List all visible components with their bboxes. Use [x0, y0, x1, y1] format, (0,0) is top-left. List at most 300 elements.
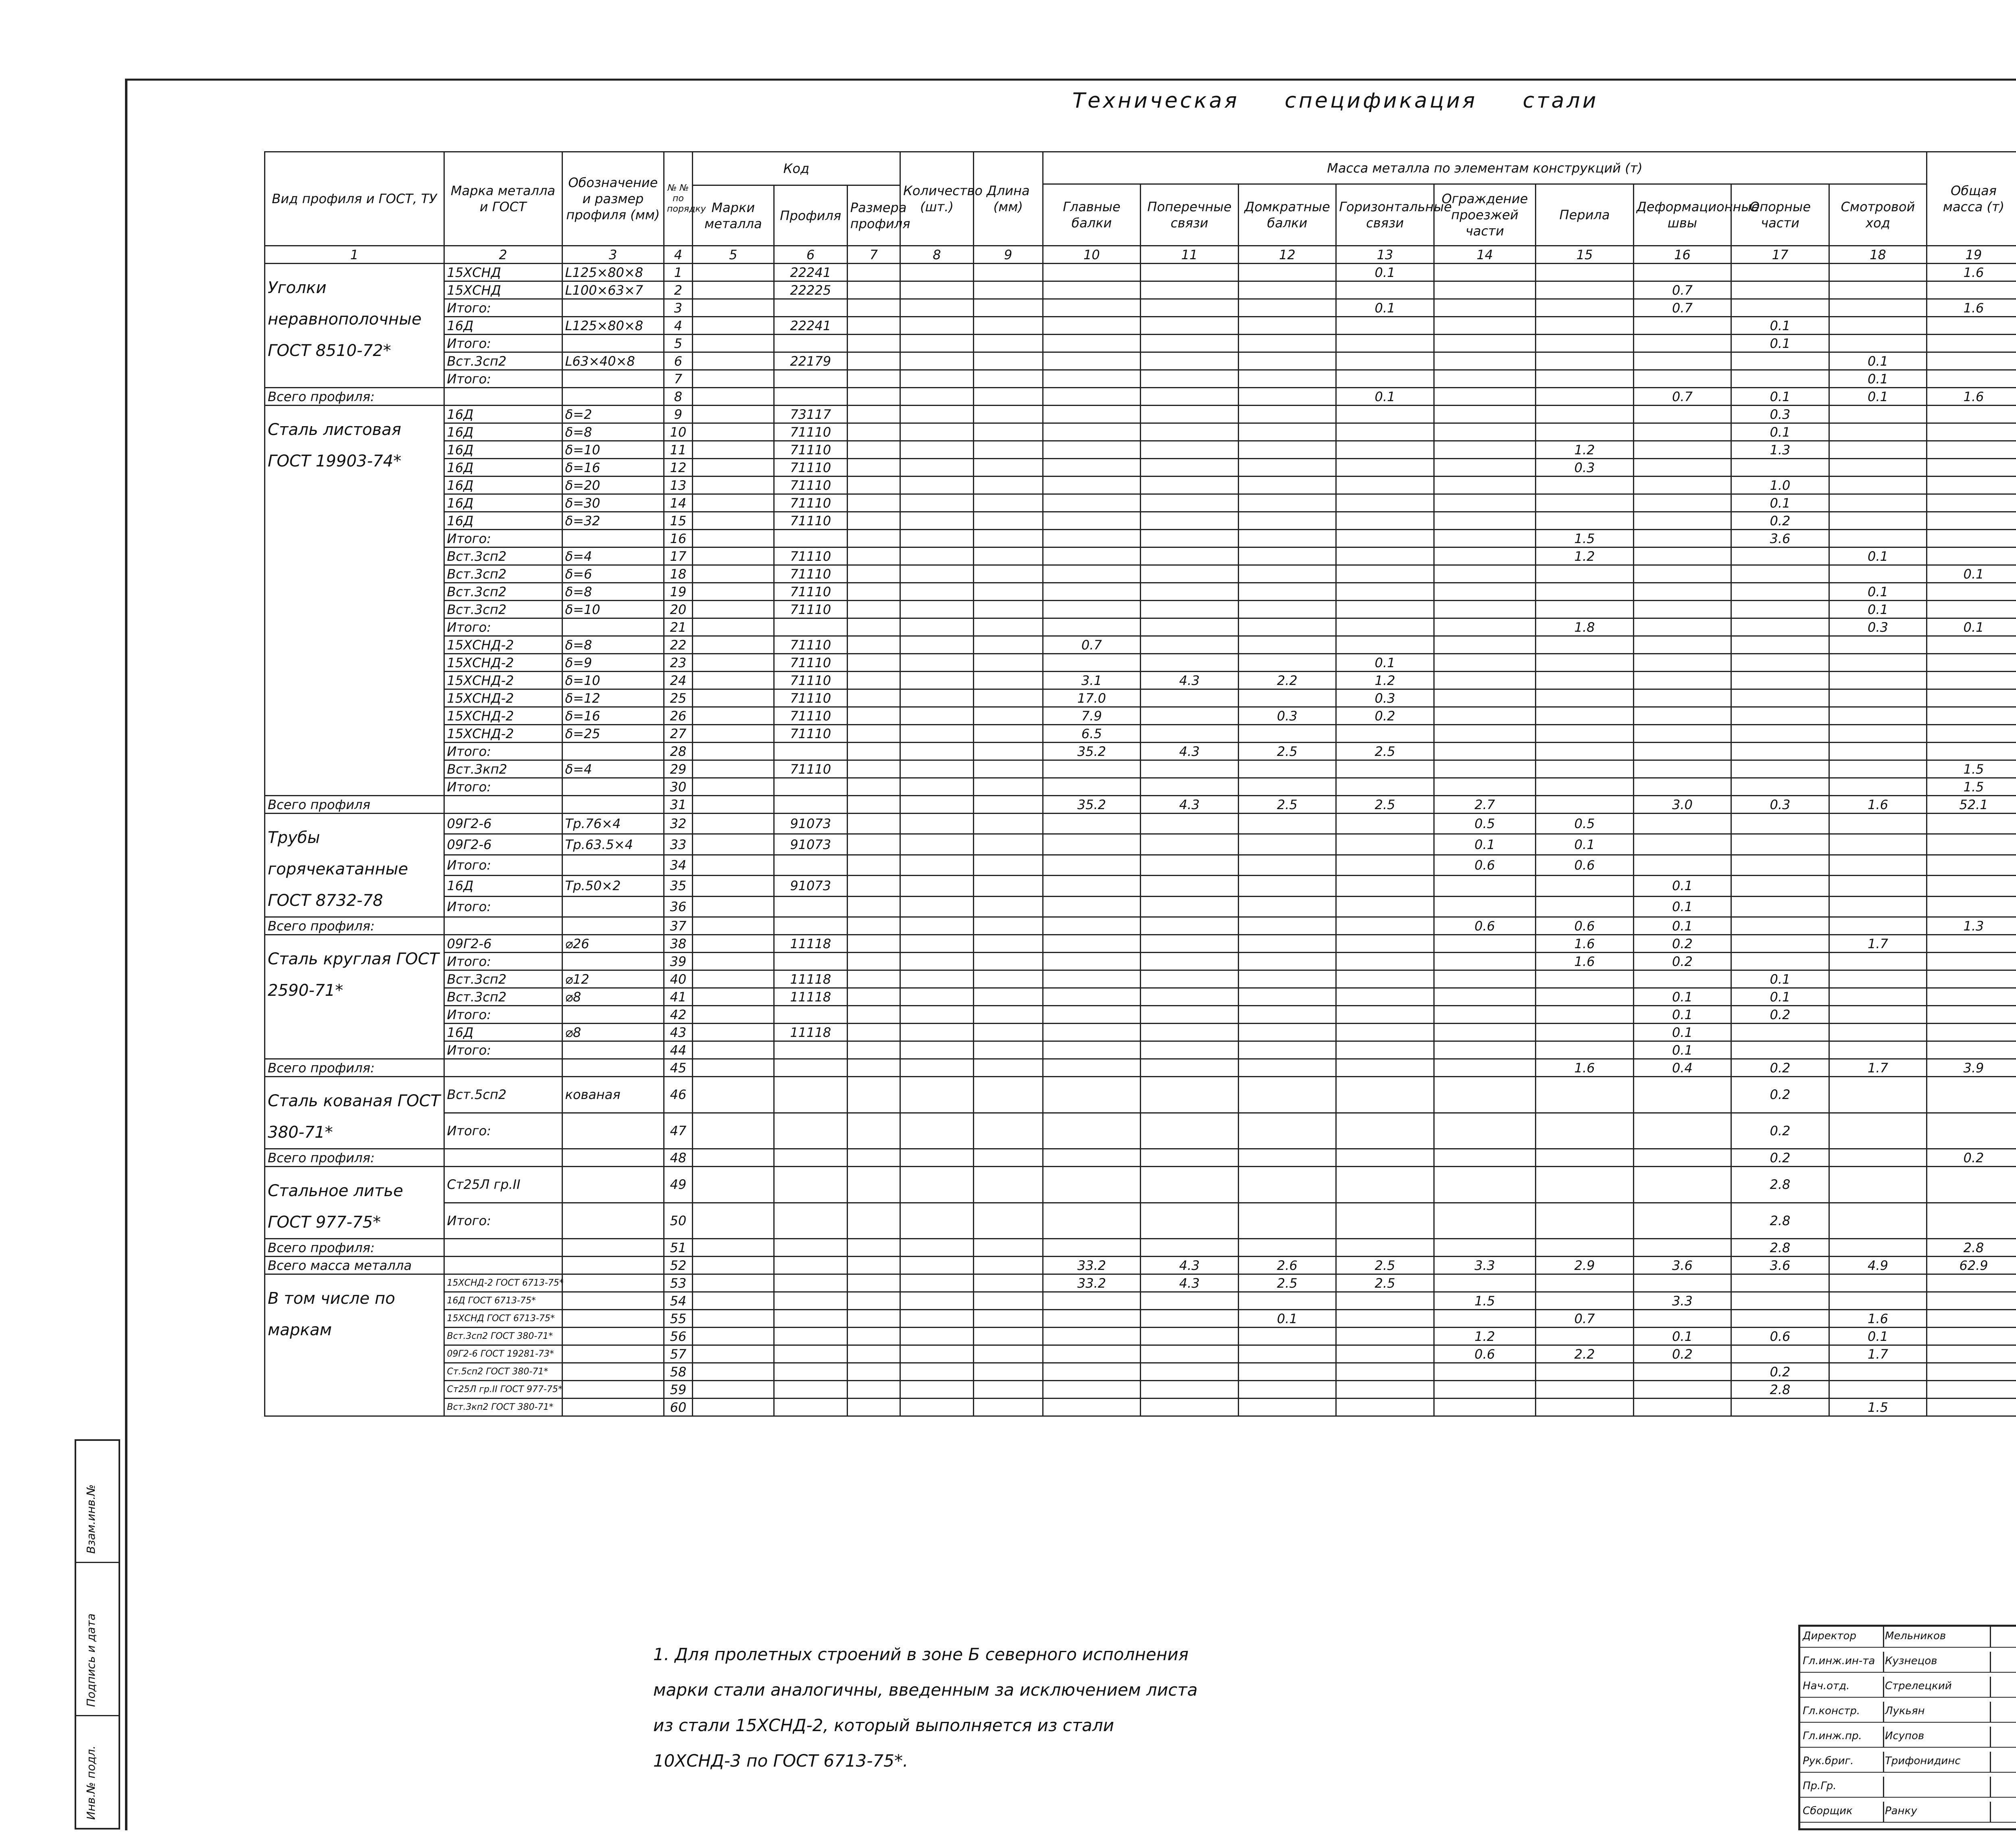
cell-inspection-walk: 1.5: [1829, 1399, 1927, 1416]
cell-total-mass: [1927, 1113, 2016, 1149]
cell-bearings: [1731, 689, 1829, 707]
cell-railings: [1536, 988, 1633, 1006]
cell-grade: Ст.5сп2 ГОСТ 380-71*: [444, 1363, 562, 1381]
cell-bearings: 0.1: [1731, 988, 1829, 1006]
cell-code-size: [847, 896, 900, 917]
cell-inspection-walk: [1829, 512, 1927, 530]
cell-railings: [1536, 1274, 1633, 1292]
cell-horizontal-ties: 0.1: [1336, 388, 1434, 406]
cell-total-mass: 1.3: [1927, 917, 2016, 935]
cell-roadway-barrier: [1434, 281, 1536, 299]
cell-grade: [444, 388, 562, 406]
cell-railings: [1536, 352, 1633, 370]
cell-railings: [1536, 299, 1633, 317]
cell-total-mass: [1927, 1399, 2016, 1416]
cell-railings: [1536, 760, 1633, 778]
cell-expansion-joints: [1633, 672, 1731, 689]
cell-length: [973, 917, 1043, 935]
cell-inspection-walk: 0.1: [1829, 583, 1927, 601]
cell-jack-beams: [1238, 988, 1336, 1006]
cell-code-profile: [774, 1113, 847, 1149]
cell-length: [973, 636, 1043, 654]
side-label: Подпись и дата: [84, 1613, 98, 1707]
cell-total-mass: [1927, 406, 2016, 423]
cell-bearings: [1731, 1345, 1829, 1363]
cell-railings: 0.7: [1536, 1310, 1633, 1328]
cell-length: [973, 1274, 1043, 1292]
cell-main-beams: 33.2: [1043, 1274, 1140, 1292]
cell-expansion-joints: [1633, 1167, 1731, 1203]
cell-jack-beams: [1238, 778, 1336, 796]
column-number: 6: [774, 246, 847, 264]
cell-expansion-joints: 0.1: [1633, 1041, 1731, 1059]
cell-code-size: [847, 1113, 900, 1149]
cell-railings: [1536, 264, 1633, 281]
cell-designation: Тр.63.5×4: [562, 834, 664, 855]
cell-grade: [444, 1239, 562, 1257]
cell-railings: 1.2: [1536, 547, 1633, 565]
cell-grade: 15ХСНД-2: [444, 672, 562, 689]
cell-length: [973, 512, 1043, 530]
cell-roadway-barrier: [1434, 760, 1536, 778]
hdr-length: Длина (мм): [973, 152, 1043, 246]
cell-expansion-joints: [1633, 1203, 1731, 1239]
cell-inspection-walk: [1829, 953, 1927, 970]
cell-jack-beams: [1238, 281, 1336, 299]
cell-total-mass: [1927, 814, 2016, 834]
stamp-divider: [1990, 1652, 1991, 1672]
cell-expansion-joints: [1633, 1077, 1731, 1113]
cell-roadway-barrier: [1434, 743, 1536, 760]
cell-railings: [1536, 707, 1633, 725]
cell-horizontal-ties: [1336, 406, 1434, 423]
cell-bearings: 0.1: [1731, 317, 1829, 335]
cell-railings: 0.6: [1536, 917, 1633, 935]
cell-code-size: [847, 352, 900, 370]
cell-code-grade: [692, 707, 774, 725]
cell-length: [973, 1399, 1043, 1416]
cell-index: 21: [664, 618, 693, 636]
cell-grade: Итого:: [444, 1041, 562, 1059]
cell-roadway-barrier: [1434, 636, 1536, 654]
cell-length: [973, 1059, 1043, 1077]
cell-inspection-walk: [1829, 565, 1927, 583]
cell-cross-ties: [1141, 441, 1238, 459]
cell-code-size: [847, 1292, 900, 1310]
table-row: [265, 406, 2016, 423]
cell-grade: 15ХСНД: [444, 264, 562, 281]
cell-total-mass: [1927, 423, 2016, 441]
cell-grade: 16Д: [444, 477, 562, 494]
cell-bearings: [1731, 1310, 1829, 1328]
cell-cross-ties: [1141, 618, 1238, 636]
cell-roadway-barrier: 0.6: [1434, 917, 1536, 935]
cell-grade: [444, 1149, 562, 1167]
cell-code-grade: [692, 1328, 774, 1345]
cell-jack-beams: [1238, 1399, 1336, 1416]
table-row: [265, 1203, 2016, 1239]
cell-jack-beams: [1238, 1077, 1336, 1113]
cell-code-size: [847, 530, 900, 547]
cell-roadway-barrier: [1434, 335, 1536, 352]
cell-code-grade: [692, 1113, 774, 1149]
cell-jack-beams: [1238, 459, 1336, 477]
cell-quantity: [900, 796, 974, 814]
cell-code-profile: [774, 743, 847, 760]
cell-length: [973, 406, 1043, 423]
signature-role: Гл.инж.ин-та: [1803, 1655, 1875, 1667]
cell-grade: Итого:: [444, 1113, 562, 1149]
cell-designation: [562, 1149, 664, 1167]
cell-bearings: 0.1: [1731, 388, 1829, 406]
cell-code-size: [847, 689, 900, 707]
hdr-bearings: Опорные части: [1731, 184, 1829, 246]
cell-designation: [562, 896, 664, 917]
spec-body: [265, 264, 2016, 1416]
cell-code-size: [847, 1149, 900, 1167]
cell-code-profile: 22241: [774, 317, 847, 335]
cell-designation: δ=2: [562, 406, 664, 423]
hdr-inspection-walk: Смотровой ход: [1829, 184, 1927, 246]
cell-code-size: [847, 814, 900, 834]
cell-length: [973, 814, 1043, 834]
cell-horizontal-ties: 2.5: [1336, 1257, 1434, 1274]
table-row: [265, 1345, 2016, 1363]
cell-length: [973, 1310, 1043, 1328]
cell-length: [973, 264, 1043, 281]
cell-index: 34: [664, 855, 693, 875]
cell-designation: δ=8: [562, 583, 664, 601]
table-row: [265, 1113, 2016, 1149]
cell-code-grade: [692, 1345, 774, 1363]
cell-roadway-barrier: [1434, 352, 1536, 370]
cell-inspection-walk: [1829, 1149, 1927, 1167]
cell-grade: Итого:: [444, 855, 562, 875]
cell-cross-ties: [1141, 494, 1238, 512]
cell-quantity: [900, 459, 974, 477]
cell-code-grade: [692, 953, 774, 970]
cell-code-profile: 71110: [774, 547, 847, 565]
cell-index: 44: [664, 1041, 693, 1059]
profile-group: Стальное литье ГОСТ 977-75*: [265, 1167, 444, 1239]
cell-quantity: [900, 1363, 974, 1381]
cell-roadway-barrier: [1434, 1024, 1536, 1041]
cell-code-profile: [774, 1059, 847, 1077]
cell-total-mass: [1927, 953, 2016, 970]
cell-index: 29: [664, 760, 693, 778]
table-row: [265, 814, 2016, 834]
cell-total-mass: [1927, 1203, 2016, 1239]
cell-quantity: [900, 1077, 974, 1113]
cell-grade: [444, 1257, 562, 1274]
cell-roadway-barrier: [1434, 547, 1536, 565]
stamp-divider: [1990, 1627, 1991, 1647]
cell-designation: [562, 530, 664, 547]
cell-expansion-joints: 0.4: [1633, 1059, 1731, 1077]
cell-total-mass: [1927, 583, 2016, 601]
cell-quantity: [900, 814, 974, 834]
cell-length: [973, 689, 1043, 707]
cell-code-grade: [692, 1149, 774, 1167]
cell-main-beams: [1043, 876, 1140, 896]
cell-code-grade: [692, 406, 774, 423]
profile-group: Сталь круглая ГОСТ 2590-71*: [265, 935, 444, 1059]
cell-length: [973, 1257, 1043, 1274]
cell-designation: [562, 618, 664, 636]
cell-total-mass: [1927, 834, 2016, 855]
cell-bearings: [1731, 459, 1829, 477]
cell-total-mass: [1927, 1310, 2016, 1328]
cell-bearings: 2.8: [1731, 1203, 1829, 1239]
cell-main-beams: 35.2: [1043, 743, 1140, 760]
cell-code-size: [847, 778, 900, 796]
cell-code-size: [847, 935, 900, 953]
cell-bearings: 0.2: [1731, 1113, 1829, 1149]
cell-cross-ties: [1141, 814, 1238, 834]
cell-inspection-walk: [1829, 317, 1927, 335]
cell-code-profile: [774, 1363, 847, 1381]
cell-grade: 16Д: [444, 1024, 562, 1041]
cell-bearings: 2.8: [1731, 1381, 1829, 1399]
cell-inspection-walk: [1829, 876, 1927, 896]
cell-quantity: [900, 778, 974, 796]
cell-roadway-barrier: [1434, 317, 1536, 335]
cell-code-grade: [692, 459, 774, 477]
cell-code-profile: [774, 1203, 847, 1239]
cell-railings: [1536, 512, 1633, 530]
cell-expansion-joints: 3.3: [1633, 1292, 1731, 1310]
cell-cross-ties: 4.3: [1141, 672, 1238, 689]
cell-quantity: [900, 317, 974, 335]
cell-inspection-walk: 0.1: [1829, 601, 1927, 618]
cell-grade: [444, 796, 562, 814]
cell-code-grade: [692, 834, 774, 855]
cell-quantity: [900, 1328, 974, 1345]
cell-code-size: [847, 1239, 900, 1257]
cell-main-beams: [1043, 601, 1140, 618]
table-row: [265, 281, 2016, 299]
cell-index: 43: [664, 1024, 693, 1041]
table-row: [265, 896, 2016, 917]
cell-quantity: [900, 1024, 974, 1041]
cell-total-mass: [1927, 689, 2016, 707]
note-line: из стали 15ХСНД-2, который выполняется из стали: [653, 1715, 1114, 1735]
cell-index: 26: [664, 707, 693, 725]
cell-main-beams: [1043, 423, 1140, 441]
cell-code-profile: [774, 855, 847, 875]
cell-total-mass: [1927, 530, 2016, 547]
cell-grade: Вст.3сп2: [444, 988, 562, 1006]
cell-designation: ⌀8: [562, 1024, 664, 1041]
cell-quantity: [900, 1292, 974, 1310]
signature-role: Гл.констр.: [1803, 1705, 1860, 1717]
cell-index: 51: [664, 1239, 693, 1257]
cell-expansion-joints: [1633, 707, 1731, 725]
cell-roadway-barrier: [1434, 1399, 1536, 1416]
cell-horizontal-ties: [1336, 601, 1434, 618]
cell-length: [973, 441, 1043, 459]
cell-code-grade: [692, 1363, 774, 1381]
side-cell: [76, 1562, 119, 1716]
cell-roadway-barrier: [1434, 583, 1536, 601]
cell-horizontal-ties: [1336, 1006, 1434, 1024]
cell-cross-ties: [1141, 1239, 1238, 1257]
hdr-code-grade: Марки металла: [692, 185, 774, 246]
cell-code-size: [847, 725, 900, 743]
cell-code-profile: [774, 530, 847, 547]
cell-main-beams: 33.2: [1043, 1257, 1140, 1274]
cell-length: [973, 796, 1043, 814]
cell-code-size: [847, 512, 900, 530]
cell-quantity: [900, 1274, 974, 1292]
cell-code-size: [847, 583, 900, 601]
cell-length: [973, 618, 1043, 636]
cell-length: [973, 477, 1043, 494]
cell-code-size: [847, 654, 900, 672]
cell-index: 17: [664, 547, 693, 565]
cell-index: 54: [664, 1292, 693, 1310]
cell-code-profile: [774, 1292, 847, 1310]
cell-horizontal-ties: [1336, 1203, 1434, 1239]
column-number-row: [265, 246, 2016, 264]
cell-inspection-walk: [1829, 917, 1927, 935]
cell-code-size: [847, 601, 900, 618]
cell-main-beams: [1043, 814, 1140, 834]
cell-total-mass: [1927, 1006, 2016, 1024]
cell-grade: Итого:: [444, 778, 562, 796]
cell-horizontal-ties: 0.3: [1336, 689, 1434, 707]
cell-jack-beams: [1238, 1239, 1336, 1257]
cell-code-grade: [692, 1203, 774, 1239]
cell-main-beams: [1043, 1006, 1140, 1024]
cell-total-mass: 1.6: [1927, 264, 2016, 281]
cell-code-profile: 22225: [774, 281, 847, 299]
cell-cross-ties: [1141, 896, 1238, 917]
cell-code-size: [847, 370, 900, 388]
cell-index: 25: [664, 689, 693, 707]
cell-code-size: [847, 1399, 900, 1416]
cell-cross-ties: [1141, 876, 1238, 896]
cell-quantity: [900, 988, 974, 1006]
cell-inspection-walk: [1829, 636, 1927, 654]
cell-length: [973, 1041, 1043, 1059]
cell-cross-ties: [1141, 530, 1238, 547]
cell-horizontal-ties: [1336, 988, 1434, 1006]
cell-horizontal-ties: 0.1: [1336, 264, 1434, 281]
cell-railings: 1.6: [1536, 935, 1633, 953]
cell-horizontal-ties: [1336, 317, 1434, 335]
cell-quantity: [900, 1006, 974, 1024]
cell-cross-ties: [1141, 1363, 1238, 1381]
cell-inspection-walk: 0.1: [1829, 370, 1927, 388]
cell-horizontal-ties: [1336, 814, 1434, 834]
cell-roadway-barrier: 0.6: [1434, 855, 1536, 875]
cell-code-profile: 22241: [774, 264, 847, 281]
cell-total-mass: [1927, 654, 2016, 672]
cell-bearings: [1731, 917, 1829, 935]
cell-grade: Итого:: [444, 953, 562, 970]
cell-index: 10: [664, 423, 693, 441]
cell-length: [973, 352, 1043, 370]
cell-bearings: [1731, 636, 1829, 654]
cell-code-profile: 71110: [774, 583, 847, 601]
column-number: 1: [265, 246, 444, 264]
cell-railings: 0.5: [1536, 814, 1633, 834]
cell-quantity: [900, 352, 974, 370]
cell-code-size: [847, 917, 900, 935]
cell-index: 42: [664, 1006, 693, 1024]
cell-bearings: [1731, 855, 1829, 875]
cell-code-grade: [692, 335, 774, 352]
cell-quantity: [900, 725, 974, 743]
cell-code-profile: 71110: [774, 477, 847, 494]
cell-expansion-joints: [1633, 530, 1731, 547]
cell-roadway-barrier: [1434, 264, 1536, 281]
cell-total-mass: [1927, 512, 2016, 530]
cell-bearings: 0.3: [1731, 796, 1829, 814]
cell-code-size: [847, 970, 900, 988]
cell-railings: [1536, 1381, 1633, 1399]
cell-total-mass: 1.6: [1927, 388, 2016, 406]
cell-length: [973, 876, 1043, 896]
cell-main-beams: [1043, 1203, 1140, 1239]
cell-bearings: 0.1: [1731, 423, 1829, 441]
cell-bearings: [1731, 814, 1829, 834]
column-number: 10: [1043, 246, 1140, 264]
cell-roadway-barrier: [1434, 530, 1536, 547]
cell-inspection-walk: [1829, 689, 1927, 707]
table-row: [265, 530, 2016, 547]
cell-cross-ties: [1141, 352, 1238, 370]
cell-inspection-walk: 0.1: [1829, 547, 1927, 565]
cell-length: [973, 953, 1043, 970]
cell-index: 47: [664, 1113, 693, 1149]
cell-quantity: [900, 388, 974, 406]
cell-grade: 09Г2-6: [444, 935, 562, 953]
cell-grade: 15ХСНД-2: [444, 689, 562, 707]
cell-code-grade: [692, 352, 774, 370]
cell-grade: 15ХСНД-2: [444, 707, 562, 725]
cell-designation: δ=9: [562, 654, 664, 672]
cell-code-profile: [774, 917, 847, 935]
cell-designation: [562, 1381, 664, 1399]
cell-horizontal-ties: [1336, 618, 1434, 636]
cell-quantity: [900, 1399, 974, 1416]
signature-role: Гл.инж.пр.: [1803, 1730, 1862, 1742]
cell-index: 28: [664, 743, 693, 760]
cell-bearings: 3.6: [1731, 1257, 1829, 1274]
cell-length: [973, 896, 1043, 917]
cell-roadway-barrier: [1434, 672, 1536, 689]
cell-roadway-barrier: [1434, 707, 1536, 725]
title-block: [1798, 1625, 2016, 1830]
cell-bearings: [1731, 1024, 1829, 1041]
signature-row: [1800, 1727, 2016, 1748]
cell-code-grade: [692, 299, 774, 317]
cell-code-size: [847, 1006, 900, 1024]
cell-bearings: 3.6: [1731, 530, 1829, 547]
cell-cross-ties: [1141, 1041, 1238, 1059]
cell-horizontal-ties: [1336, 1310, 1434, 1328]
cell-quantity: [900, 299, 974, 317]
table-row: [265, 388, 2016, 406]
cell-code-size: [847, 1328, 900, 1345]
cell-designation: L125×80×8: [562, 264, 664, 281]
cell-cross-ties: [1141, 1292, 1238, 1310]
cell-expansion-joints: 0.7: [1633, 281, 1731, 299]
cell-roadway-barrier: [1434, 876, 1536, 896]
cell-cross-ties: [1141, 636, 1238, 654]
